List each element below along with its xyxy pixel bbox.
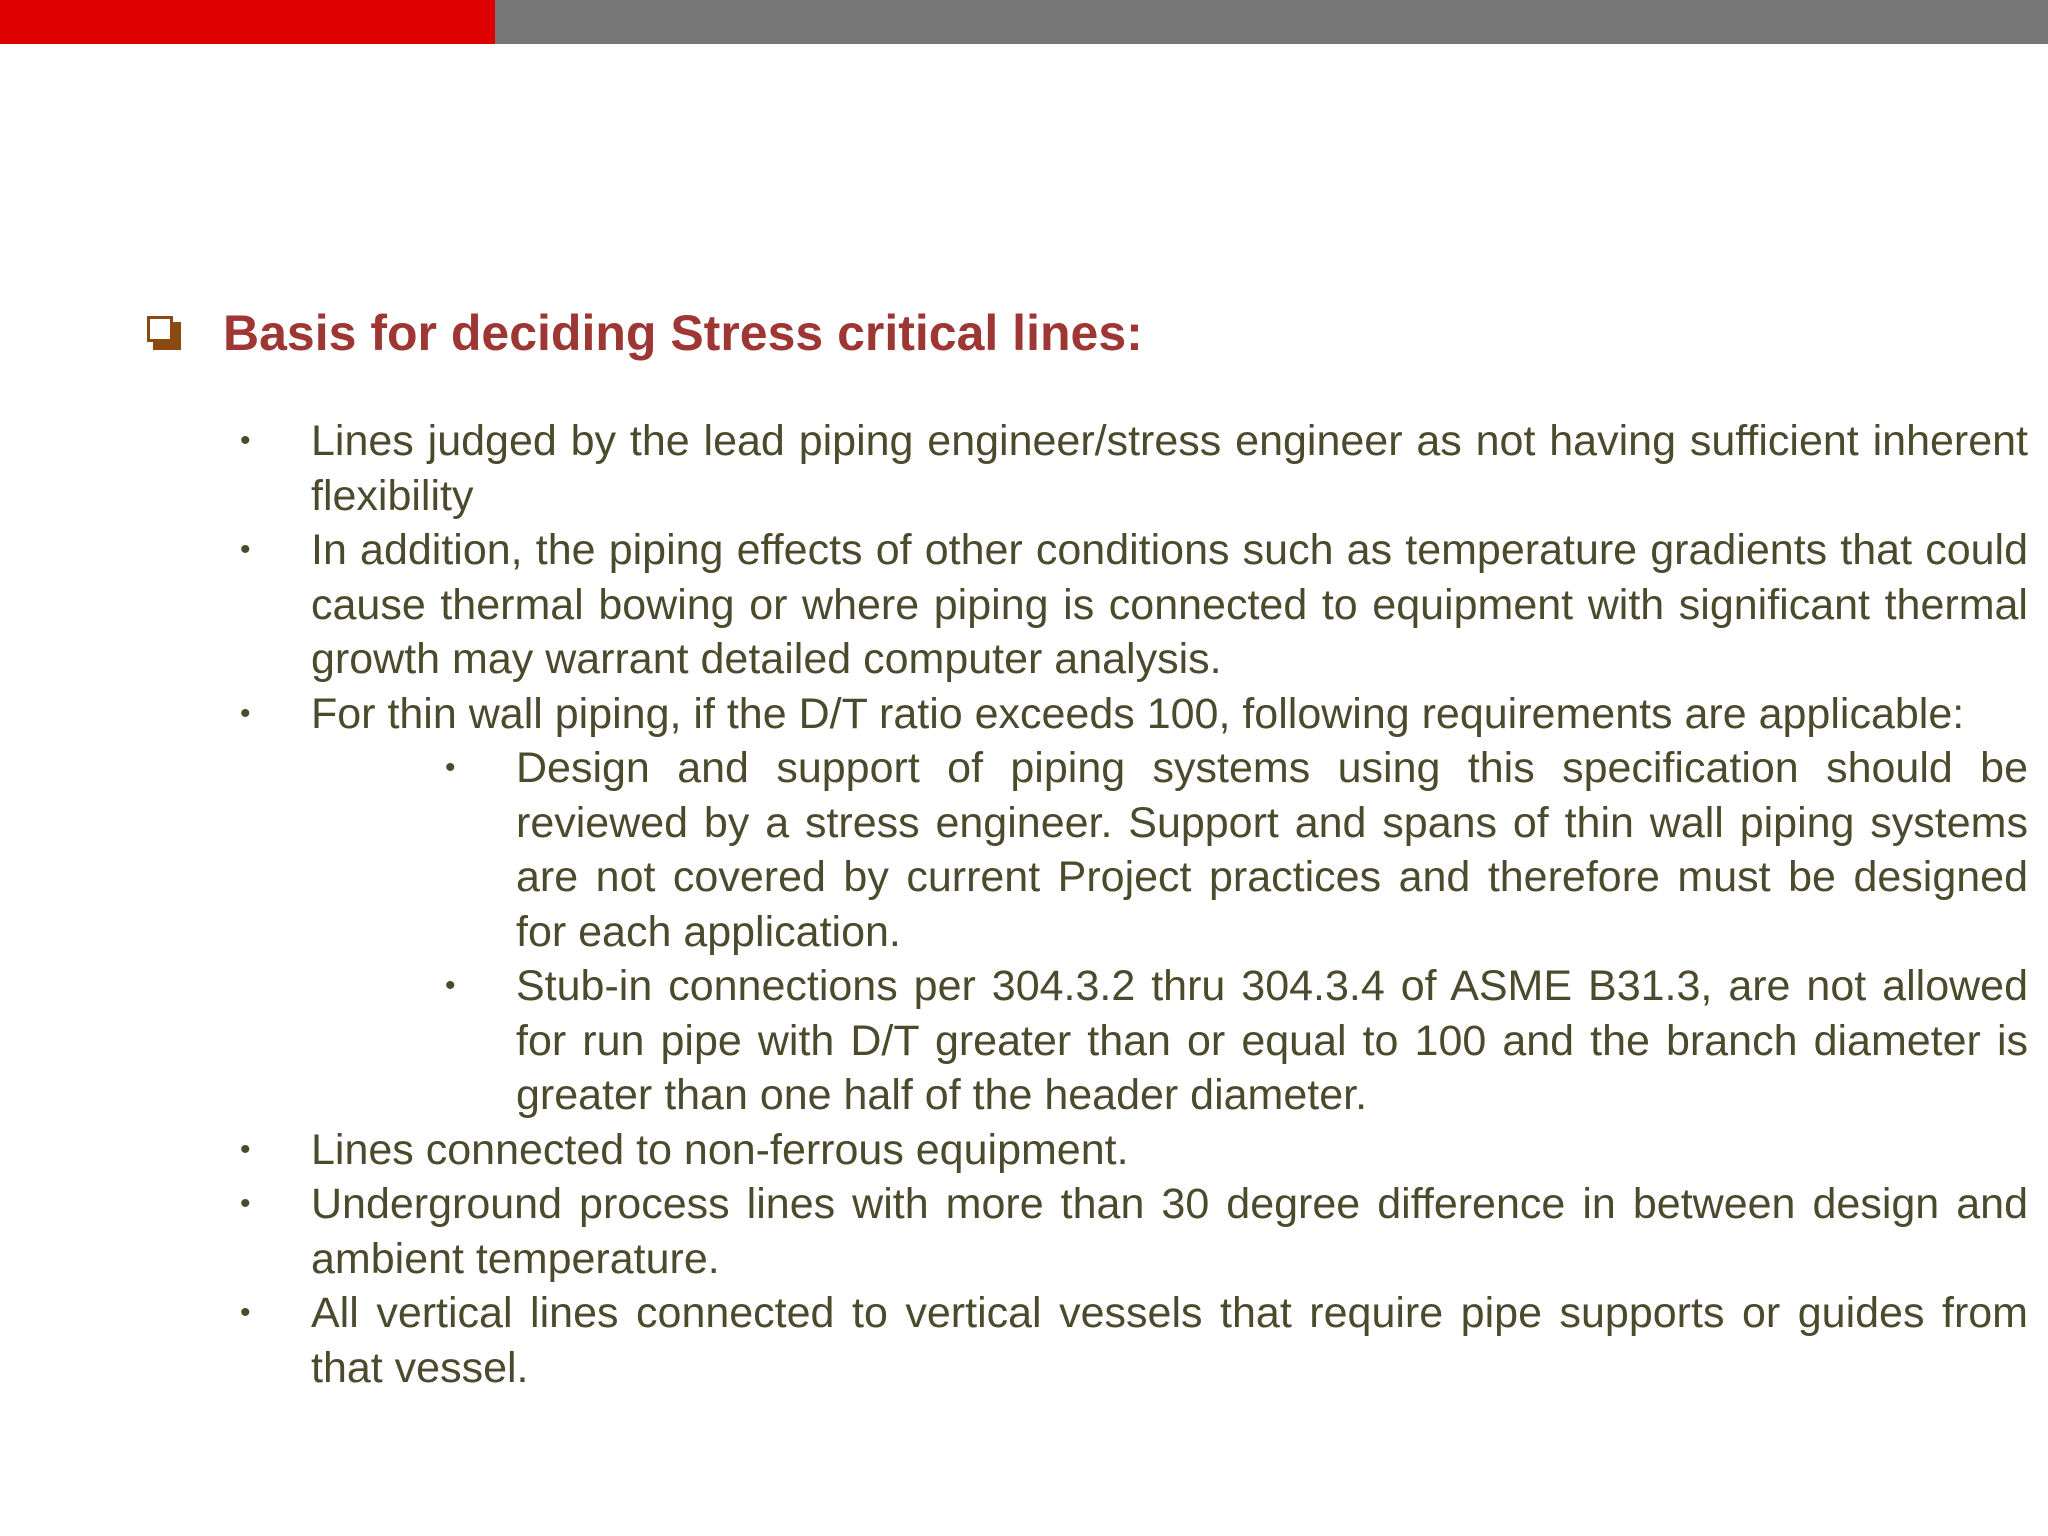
checkbox-square-icon <box>147 316 181 350</box>
list-item-text: Underground process lines with more than 30 degree difference in between design and ambient temperature. <box>311 1180 2028 1283</box>
bullet-dot-icon: • <box>240 1132 251 1166</box>
list-item-text: In addition, the piping effects of other conditions such as temperature gradients that could cause thermal bowing or where piping is connected to equipment with significant thermal growth may warrant detailed computer analysis. <box>311 526 2028 683</box>
bullet-dot-icon: • <box>240 1187 251 1220</box>
slide-heading <box>147 300 1143 366</box>
list-item <box>240 1123 2028 1178</box>
sub-list-item <box>240 741 2028 959</box>
list-item <box>240 414 2028 523</box>
top-bar-gray <box>495 0 2048 44</box>
bullet-dot-icon: • <box>240 424 251 457</box>
list-item <box>240 687 2028 742</box>
bullet-dot-icon: • <box>240 696 251 730</box>
list-item-text: All vertical lines connected to vertical vessels that require pipe supports or guides from that vessel. <box>311 1289 2028 1392</box>
list-item-text: For thin wall piping, if the D/T ratio exceeds 100, following requirements are applicable: <box>311 689 1965 738</box>
sub-list-item-text: Stub-in connections per 304.3.2 thru 304.3.4 of ASME B31.3, are not allowed for run pipe with D/T greater than or equal to 100 and the branch diameter is greater than one half of the header diameter. <box>516 962 2028 1119</box>
bullet-dot-icon: • <box>240 1296 251 1329</box>
top-decoration-bar <box>0 0 2048 44</box>
bullet-dot-icon: • <box>445 969 456 1002</box>
heading-title: Basis for deciding Stress critical lines: <box>223 305 1143 361</box>
list-item <box>240 523 2028 687</box>
list-item <box>240 1286 2028 1395</box>
list-item <box>240 1177 2028 1286</box>
bullet-dot-icon: • <box>240 533 251 566</box>
bullet-dot-icon: • <box>445 751 456 784</box>
sub-list-item-text: Design and support of piping systems using this specification should be reviewed by a stress engineer. Support and spans of thin wall piping systems are not covered by current Project practices and therefore must be designed for each application. <box>516 744 2028 956</box>
list-item-text: Lines judged by the lead piping engineer/stress engineer as not having sufficient inherent flexibility <box>311 417 2028 520</box>
bullet-list <box>240 414 2028 1395</box>
top-bar-red-accent <box>0 0 495 44</box>
sub-list-item <box>240 959 2028 1123</box>
list-item-text: Lines connected to non-ferrous equipment. <box>311 1125 1129 1174</box>
